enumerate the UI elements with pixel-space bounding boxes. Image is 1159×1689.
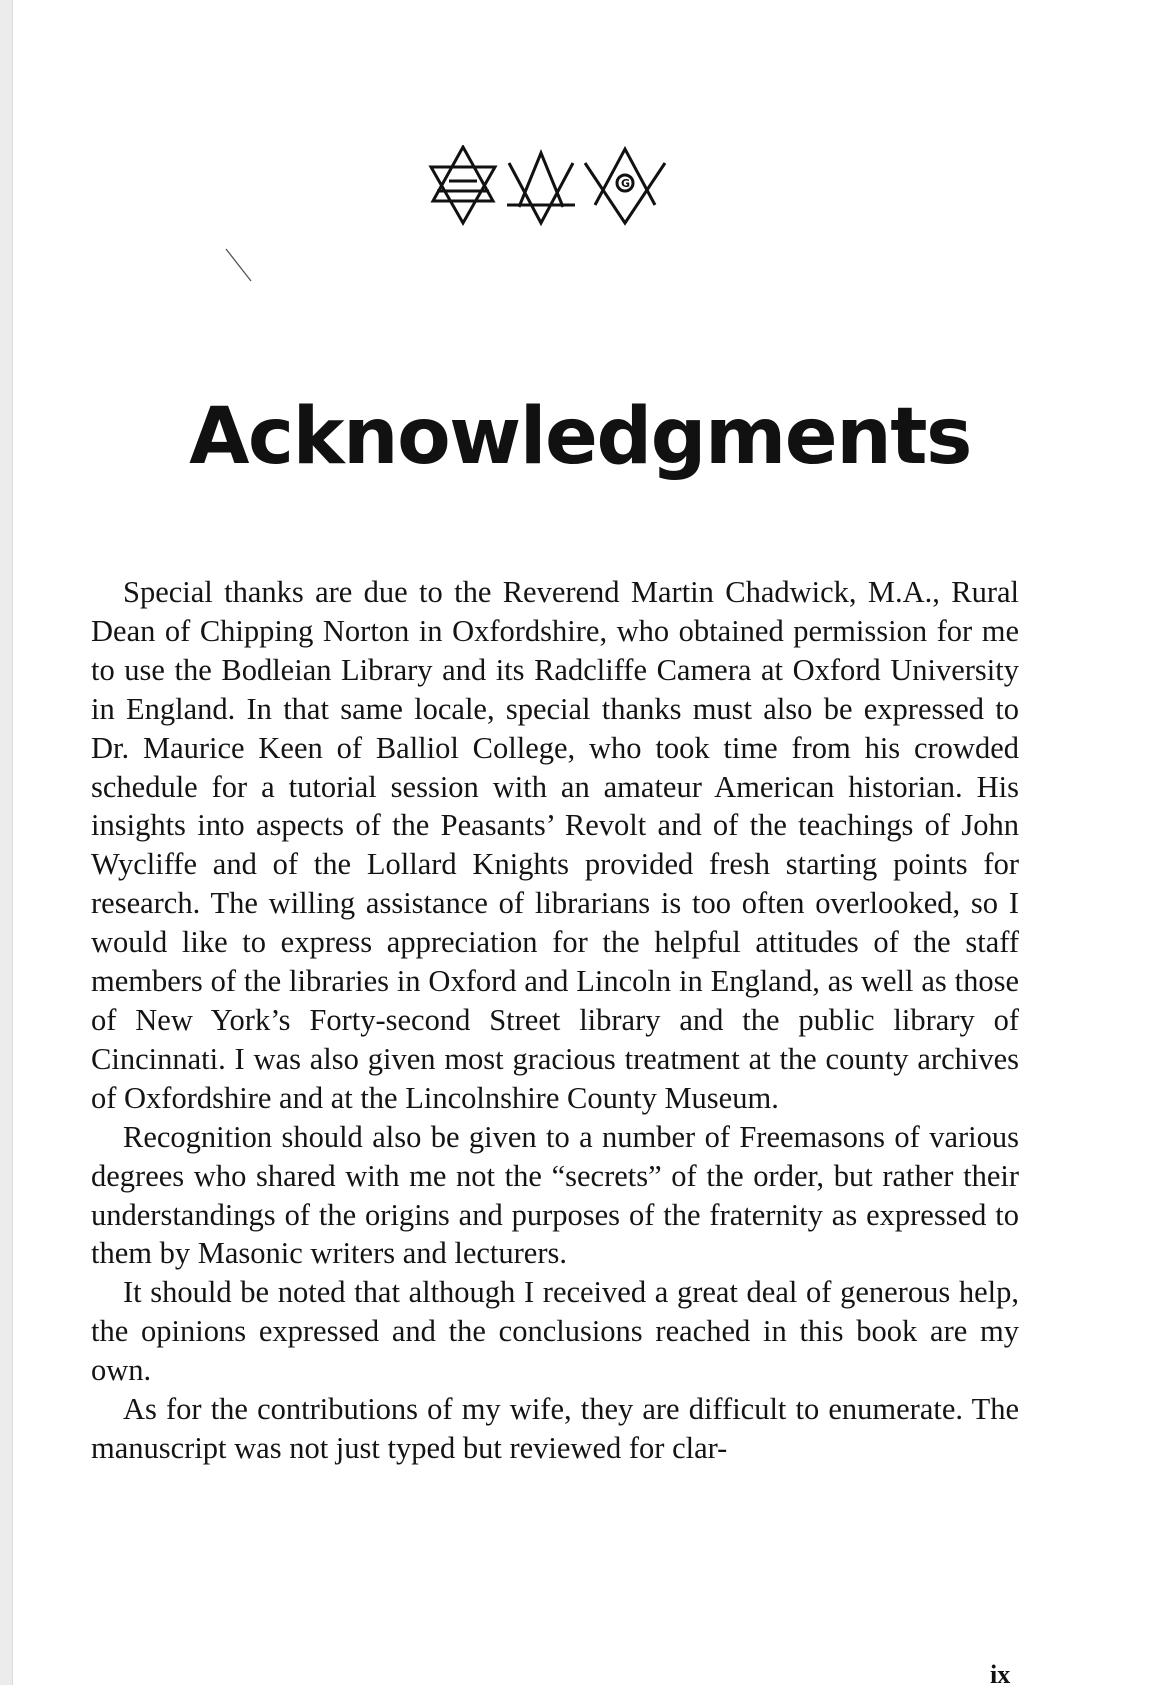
masonic-triangle-emblems-icon [423, 145, 683, 245]
paragraph: It should be noted that although I received a great deal of generous help, the opinions expressed and the conclusions reached in this book are my own. [91, 1275, 1019, 1388]
svg-text:G: G [621, 177, 631, 190]
page-title: Acknowledgments [189, 392, 971, 482]
acknowledgments-body [91, 573, 1019, 1468]
scan-speck [225, 248, 255, 289]
paragraph: Recognition should also be given to a number of Freemasons of various degrees who shared with me not the “secrets” of the order, but rather their understandings of the origins and purposes of the fraternity as expressed to them by Masonic writers and lecturers. [91, 1119, 1019, 1271]
paragraph: Special thanks are due to the Reverend Martin Chadwick, M.A., Rural Dean of Chipping Norton in Oxfordshire, who obtained permission for me to use the Bodleian Library and its Radcliffe Camera at Oxford University in England. In that same locale, special thanks must also be expressed to Dr. Maurice Keen of Balliol College, who took time from his crowded schedule for a tutorial session with an amateur American historian. His insights into aspects of the Peasants’ Revolt and of the teachings of John Wycliffe and of the Lollard Knights provided fresh starting points for research. The willing assistance of librarians is too often overlooked, so I would like to express appreciation for the helpful attitudes of the staff members of the libraries in Oxford and Lincoln in England, as well as those of New York’s Forty-second Street library and the public library of Cincinnati. I was also given most gracious treatment at the county archives of Oxfordshire and at the Lincolnshire County Museum. [91, 575, 1019, 1115]
paragraph: As for the contributions of my wife, they are difficult to enumerate. The manuscript was not just typed but reviewed for clar- [91, 1392, 1019, 1465]
page-number: ix [990, 1660, 1011, 1689]
page-gutter [0, 0, 13, 1685]
